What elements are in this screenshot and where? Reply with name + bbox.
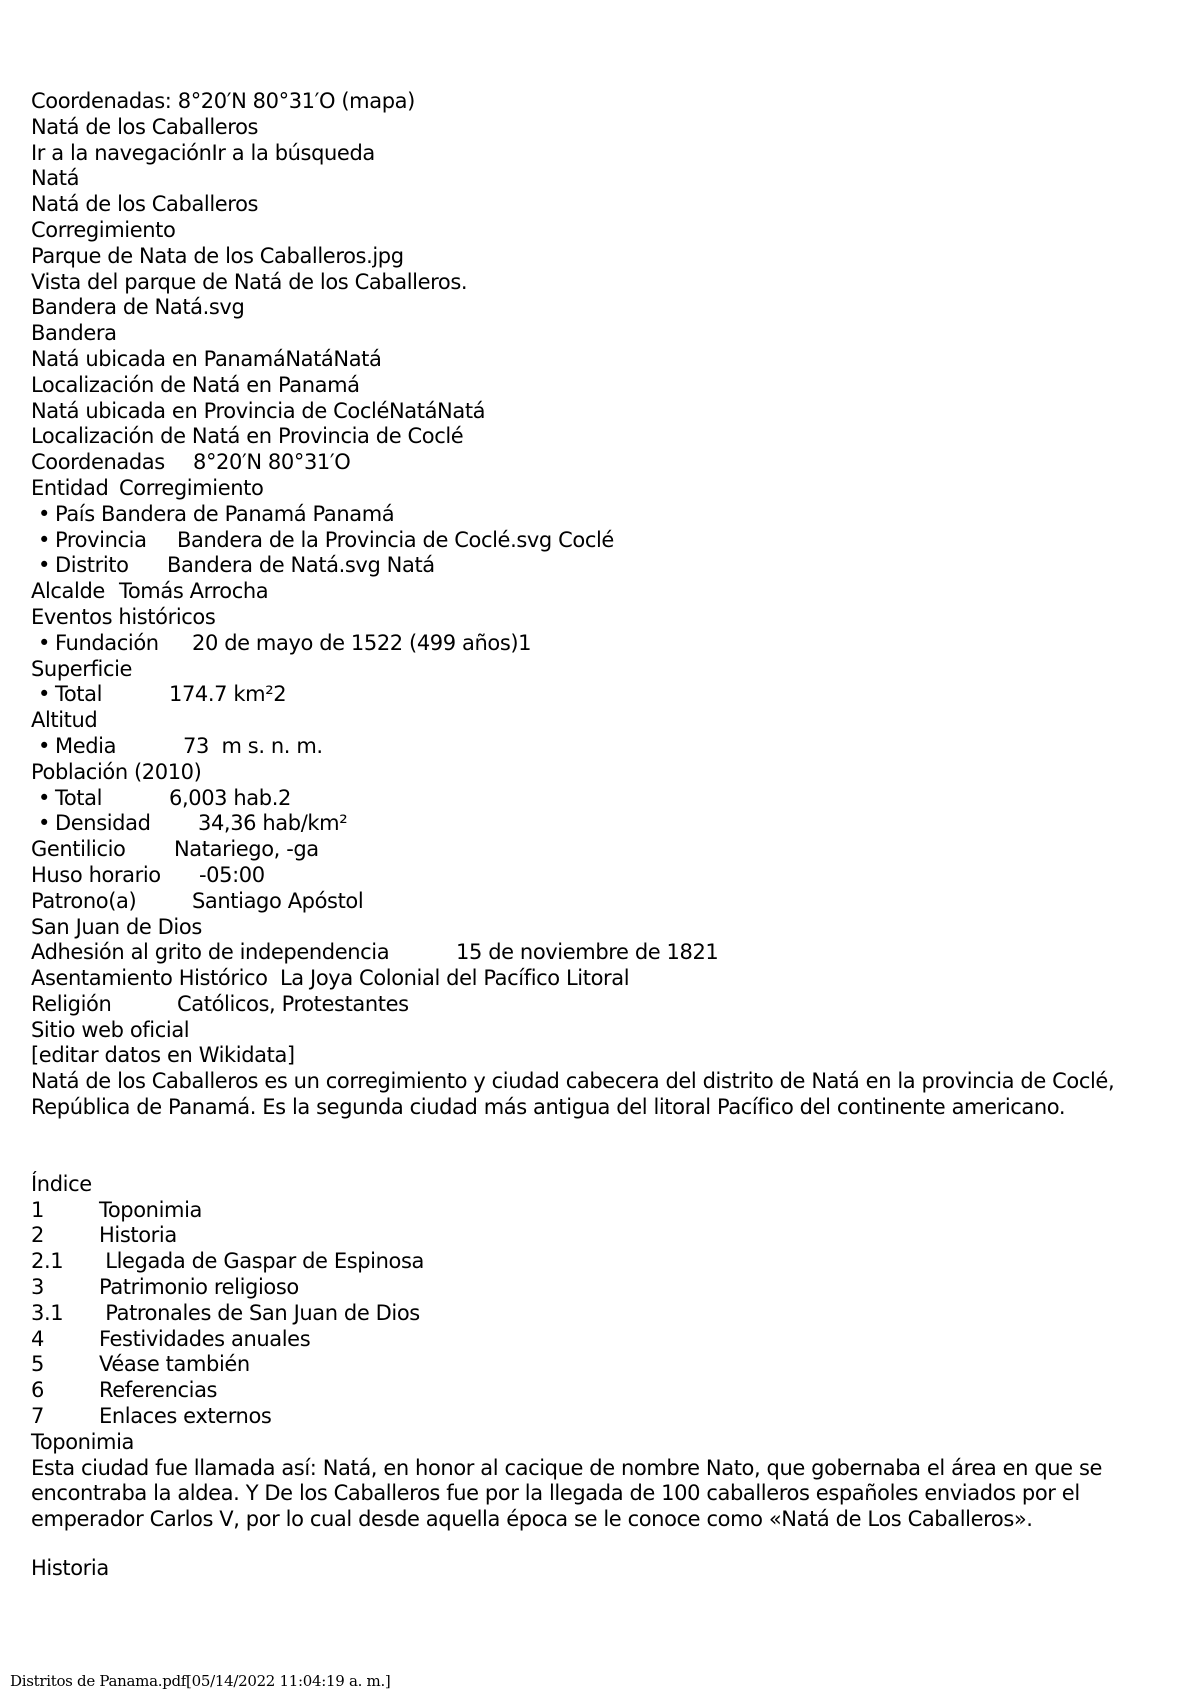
toc-label: Llegada de Gaspar de Espinosa — [99, 1249, 424, 1274]
toc-number: 4 — [31, 1326, 44, 1351]
toc-label: Historia — [99, 1223, 177, 1248]
toc-label: Véase también — [99, 1352, 250, 1377]
toc-number: 2 — [31, 1223, 44, 1248]
row-fundacion — [31, 631, 1171, 657]
toc-item[interactable] — [31, 1198, 1171, 1224]
value: 15 de noviembre de 1821 — [456, 940, 719, 965]
toc-label: Patronales de San Juan de Dios — [99, 1300, 420, 1325]
label: Huso horario — [31, 862, 161, 887]
label: Asentamiento Histórico — [31, 966, 268, 991]
toc-number: 5 — [31, 1352, 44, 1377]
toponimia-paragraph: Esta ciudad fue llamada así: Natá, en honor al cacique de nombre Nato, que gobernaba el área en que se encontraba la aldea. Y De los Caballeros fue por la llegada de 100 caballeros españoles enviados por el emperador Carlos V, por lo cual desde aquella época se le conoce como «Natá de Los Caballeros». — [31, 1455, 1103, 1532]
toc-number: 2.1 — [31, 1249, 64, 1274]
label: Total — [55, 682, 103, 707]
toc-label: Referencias — [99, 1378, 218, 1403]
toc-number: 3.1 — [31, 1300, 64, 1325]
infobox-type: Corregimiento — [31, 217, 176, 242]
flag-filename: Bandera de Natá.svg — [31, 295, 245, 320]
label: Adhesión al grito de independencia — [31, 940, 390, 965]
value: La Joya Colonial del Pacífico Litoral — [280, 966, 630, 991]
value: Tomás Arrocha — [119, 579, 269, 604]
section-heading-toponimia: Toponimia — [31, 1429, 134, 1454]
label: Alcalde — [31, 579, 105, 604]
value: 174.7 km²2 — [169, 682, 287, 707]
label: Provincia — [55, 527, 147, 552]
label: Distrito — [55, 553, 129, 578]
value: Católicos, Protestantes — [177, 991, 409, 1016]
article-title: Natá de los Caballeros — [31, 114, 259, 139]
value: 6,003 hab.2 — [169, 785, 291, 810]
label: Densidad — [55, 811, 151, 836]
row-asentamiento — [31, 966, 1171, 992]
toc-number: 1 — [31, 1197, 44, 1222]
edit-wikidata-link[interactable]: [editar datos en Wikidata] — [31, 1043, 295, 1068]
print-footer: Distritos de Panama.pdf[05/14/2022 11:04:19 a. m.] — [10, 1672, 391, 1690]
toc-list — [31, 1198, 1171, 1430]
label: Gentilicio — [31, 837, 126, 862]
section-superficie: Superficie — [31, 656, 133, 681]
toc-item[interactable] — [31, 1223, 1171, 1249]
row-densidad — [31, 811, 1171, 837]
value: Bandera de Natá.svg Natá — [167, 553, 435, 578]
value: Bandera de Panamá Panamá — [101, 501, 395, 526]
row-provincia — [31, 528, 1171, 554]
coordinates-line: Coordenadas: 8°20′N 80°31′O (mapa) — [31, 89, 415, 113]
document-body — [31, 89, 1171, 1582]
value: 20 de mayo de 1522 (499 años)1 — [192, 630, 532, 655]
row-poblacion-total — [31, 786, 1171, 812]
official-website-link[interactable]: Sitio web oficial — [31, 1017, 190, 1042]
label: Patrono(a) — [31, 888, 137, 913]
label: País — [55, 501, 95, 526]
image-filename: Parque de Nata de los Caballeros.jpg — [31, 243, 404, 268]
toc-title: Índice — [31, 1171, 92, 1196]
infobox-full-name: Natá de los Caballeros — [31, 192, 259, 217]
toc-item[interactable] — [31, 1249, 1171, 1275]
row-patrono-2: San Juan de Dios — [31, 914, 202, 939]
toc-label: Enlaces externos — [99, 1404, 272, 1429]
row-superficie-total — [31, 682, 1171, 708]
value: Santiago Apóstol — [192, 888, 364, 913]
label: Fundación — [55, 630, 159, 655]
section-eventos: Eventos históricos — [31, 604, 216, 629]
toc-label: Toponimia — [99, 1197, 202, 1222]
toc-item[interactable] — [31, 1327, 1171, 1353]
row-patrono — [31, 889, 1171, 915]
map-panama-caption: Localización de Natá en Panamá — [31, 372, 360, 397]
toc-item[interactable] — [31, 1352, 1171, 1378]
value: Natariego, -ga — [174, 837, 319, 862]
map-panama-alt: Natá ubicada en PanamáNatáNatá — [31, 346, 382, 371]
toc-number: 7 — [31, 1404, 44, 1429]
section-poblacion: Población (2010) — [31, 759, 202, 784]
infobox-short-name: Natá — [31, 166, 80, 191]
map-cocle-alt: Natá ubicada en Provincia de CocléNatáNatá — [31, 398, 486, 423]
toc-item[interactable] — [31, 1301, 1171, 1327]
row-entidad — [31, 476, 1171, 502]
toc-label: Patrimonio religioso — [99, 1275, 299, 1300]
toc-item[interactable] — [31, 1275, 1171, 1301]
value: 34,36 hab/km² — [198, 811, 348, 836]
section-altitud: Altitud — [31, 708, 98, 733]
toc-number: 3 — [31, 1275, 44, 1300]
value: Bandera de la Provincia de Coclé.svg Coclé — [177, 527, 614, 552]
row-pais — [31, 502, 1171, 528]
label: Media — [55, 733, 117, 758]
label: Total — [55, 785, 103, 810]
toc-item[interactable] — [31, 1378, 1171, 1404]
toc-label: Festividades anuales — [99, 1326, 311, 1351]
row-adhesion — [31, 940, 1171, 966]
intro-paragraph: Natá de los Caballeros es un corregimiento y ciudad cabecera del distrito de Natá en la provincia de Coclé, República de Panamá. Es la segunda ciudad más antigua del litoral Pacífico del continente americano. — [31, 1069, 1115, 1120]
row-media — [31, 734, 1171, 760]
row-gentilicio — [31, 837, 1171, 863]
label: Religión — [31, 991, 112, 1016]
skip-links[interactable]: Ir a la navegaciónIr a la búsqueda — [31, 140, 375, 165]
flag-caption: Bandera — [31, 321, 117, 346]
value: Corregimiento — [119, 475, 264, 500]
section-heading-historia: Historia — [31, 1556, 109, 1581]
row-distrito — [31, 553, 1171, 579]
label: Coordenadas — [31, 450, 165, 475]
row-coordenadas — [31, 450, 1171, 476]
toc-number: 6 — [31, 1378, 44, 1403]
row-religion — [31, 992, 1171, 1018]
value: -05:00 — [199, 862, 265, 887]
row-alcalde — [31, 579, 1171, 605]
value: 8°20′N 80°31′O — [193, 450, 351, 475]
row-huso — [31, 863, 1171, 889]
label: Entidad — [31, 475, 109, 500]
value: 73 m s. n. m. — [183, 733, 323, 758]
image-caption: Vista del parque de Natá de los Caballeros. — [31, 269, 468, 294]
toc-item[interactable] — [31, 1404, 1171, 1430]
map-cocle-caption: Localización de Natá en Provincia de Coclé — [31, 424, 464, 449]
